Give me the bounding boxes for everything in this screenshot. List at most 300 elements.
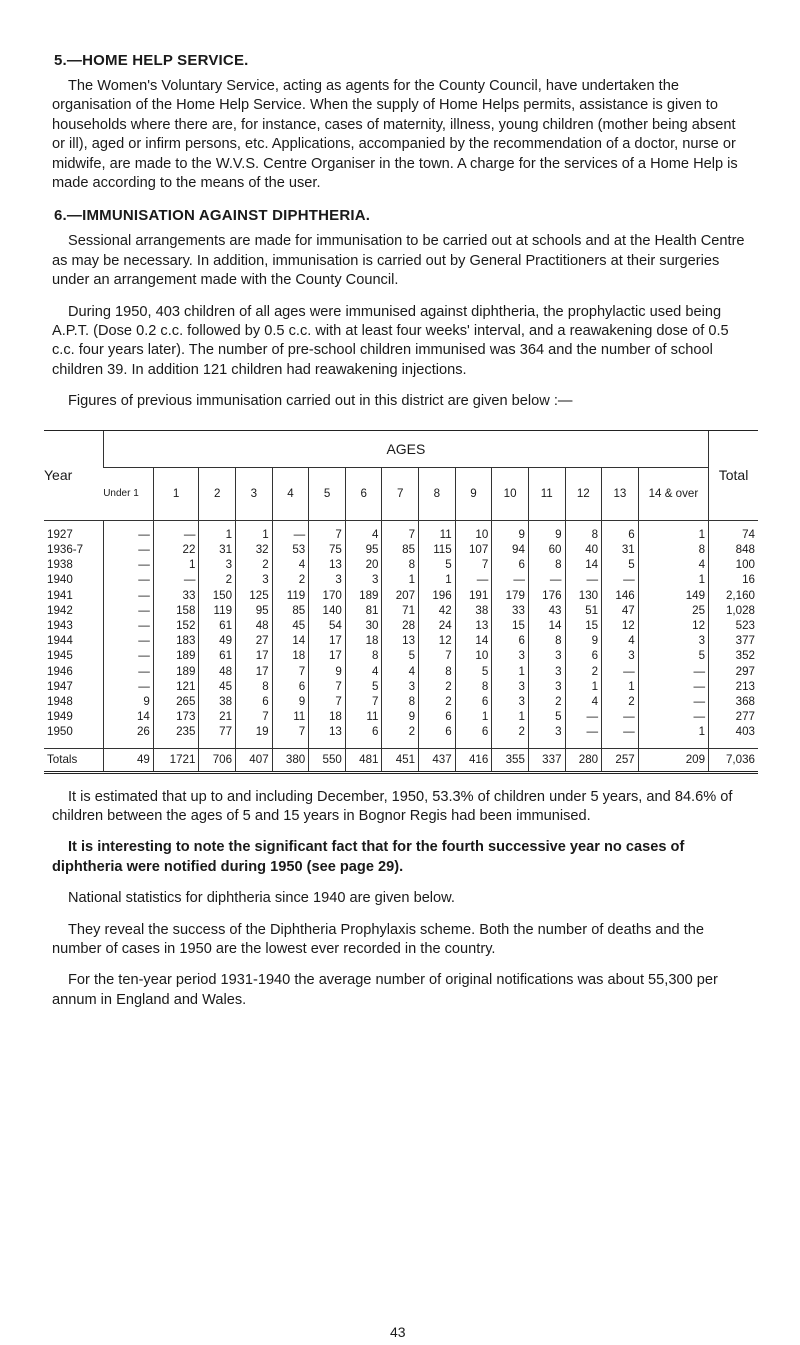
table-cell: 3 xyxy=(528,724,565,748)
table-cell: 31 xyxy=(602,542,639,557)
table-cell: 2 xyxy=(565,664,602,679)
table-cell: 4 xyxy=(272,557,309,572)
table-cell: 11 xyxy=(419,520,456,542)
table-cell: 9 xyxy=(309,664,346,679)
table-cell: 15 xyxy=(565,618,602,633)
table-cell: 189 xyxy=(345,588,382,603)
table-cell: 38 xyxy=(199,694,236,709)
table-cell: 2 xyxy=(419,679,456,694)
table-cell: 1 xyxy=(236,520,273,542)
table-cell: 265 xyxy=(153,694,199,709)
row-year: 1949 xyxy=(47,710,73,724)
section-5-paragraph: The Women's Voluntary Service, acting as agents for the County Council, have undertaken the organisation of the Home Help Service. When the supply of Home Helps permits, assistance is given to households where there are, for instance, cases of maternity, illness, young children (mother being absent or ill), aged or infirm persons, etc. Applications, accompanied by the recommendation of a doctor, nurse or midwife, are made to the W.V.S. Centre Organiser in the town. A charge for the services of a Home Help is made according to the means of the user. xyxy=(52,78,738,192)
table-cell: 3 xyxy=(638,633,708,648)
table-cell: 14 xyxy=(272,633,309,648)
row-total: 74 xyxy=(709,520,758,542)
table-cell: 3 xyxy=(492,648,529,663)
table-cell: 4 xyxy=(565,694,602,709)
age-column-header: 5 xyxy=(309,467,346,520)
table-cell: 115 xyxy=(419,542,456,557)
totals-cell: 481 xyxy=(345,748,382,772)
age-column-header: 8 xyxy=(419,467,456,520)
table-cell: 33 xyxy=(492,603,529,618)
table-cell: 14 xyxy=(565,557,602,572)
table-cell: — xyxy=(103,648,153,663)
table-cell: 14 xyxy=(455,633,492,648)
table-cell: 22 xyxy=(153,542,199,557)
table-cell: 140 xyxy=(309,603,346,618)
table-cell: 9 xyxy=(492,520,529,542)
table-cell: 17 xyxy=(309,648,346,663)
table-cell: 121 xyxy=(153,679,199,694)
total-header: Total xyxy=(709,430,758,520)
table-row xyxy=(44,542,758,557)
table-cell: 8 xyxy=(419,664,456,679)
table-cell: — xyxy=(103,557,153,572)
table-cell: 7 xyxy=(272,724,309,748)
table-row xyxy=(44,679,758,694)
row-year: 1943 xyxy=(47,618,73,632)
table-cell: 130 xyxy=(565,588,602,603)
row-year: 1945 xyxy=(47,649,73,663)
totals-label: Totals xyxy=(44,748,103,772)
after-paragraph-2: It is interesting to note the significant fact that for the fourth successive year no cases of diphtheria were notified during 1950 (see page 29). xyxy=(52,839,685,875)
page-content xyxy=(44,52,755,1022)
table-cell: 95 xyxy=(345,542,382,557)
table-cell: 43 xyxy=(528,603,565,618)
after-paragraph-4: They reveal the success of the Diphtheria Prophylaxis scheme. Both the number of deaths and the number of cases in 1950 are the lowest ever recorded in the country. xyxy=(52,921,704,957)
table-cell: — xyxy=(103,633,153,648)
table-cell: 6 xyxy=(602,520,639,542)
totals-cell: 437 xyxy=(419,748,456,772)
table-cell: 9 xyxy=(528,520,565,542)
age-column-header: 10 xyxy=(492,467,529,520)
table-cell: 20 xyxy=(345,557,382,572)
row-total: 377 xyxy=(709,633,758,648)
table-cell: 31 xyxy=(199,542,236,557)
table-cell: 8 xyxy=(565,520,602,542)
table-cell: — xyxy=(103,603,153,618)
table-cell: 61 xyxy=(199,618,236,633)
table-cell: 7 xyxy=(419,648,456,663)
table-cell: — xyxy=(492,572,529,587)
table-cell: 18 xyxy=(309,709,346,724)
table-cell: 7 xyxy=(345,694,382,709)
table-cell: 6 xyxy=(345,724,382,748)
table-cell: — xyxy=(103,520,153,542)
totals-cell: 407 xyxy=(236,748,273,772)
row-total: 100 xyxy=(709,557,758,572)
table-cell: 7 xyxy=(455,557,492,572)
table-cell: 38 xyxy=(455,603,492,618)
table-cell: 119 xyxy=(272,588,309,603)
table-cell: 146 xyxy=(602,588,639,603)
table-cell: 2 xyxy=(528,694,565,709)
table-cell: 53 xyxy=(272,542,309,557)
table-cell: 6 xyxy=(565,648,602,663)
table-cell: 5 xyxy=(602,557,639,572)
row-year: 1940 xyxy=(47,573,73,587)
table-cell: 12 xyxy=(419,633,456,648)
row-year: 1941 xyxy=(47,588,73,602)
row-total: 848 xyxy=(709,542,758,557)
age-column-header: 14 & over xyxy=(638,467,708,520)
table-cell: — xyxy=(103,679,153,694)
table-cell: 4 xyxy=(382,664,419,679)
table-cell: 54 xyxy=(309,618,346,633)
table-row xyxy=(44,694,758,709)
totals-cell: 49 xyxy=(103,748,153,772)
table-cell: 189 xyxy=(153,648,199,663)
table-cell: 8 xyxy=(638,542,708,557)
age-column-header: 7 xyxy=(382,467,419,520)
age-column-header: 13 xyxy=(602,467,639,520)
table-cell: 6 xyxy=(492,633,529,648)
table-cell: 24 xyxy=(419,618,456,633)
table-cell: 11 xyxy=(272,709,309,724)
table-cell: 14 xyxy=(528,618,565,633)
table-cell: — xyxy=(638,709,708,724)
after-paragraph-1: It is estimated that up to and including December, 1950, 53.3% of children under 5 years, and 84.6% of children between the ages of 5 and 15 years in Bognor Regis had been immunised. xyxy=(52,788,733,824)
table-cell: 1 xyxy=(602,679,639,694)
ages-header: AGES xyxy=(103,430,708,467)
table-cell: 5 xyxy=(455,664,492,679)
table-cell: — xyxy=(638,679,708,694)
table-cell: 119 xyxy=(199,603,236,618)
table-cell: 6 xyxy=(419,724,456,748)
row-total: 368 xyxy=(709,694,758,709)
table-cell: — xyxy=(103,664,153,679)
age-column-header: 2 xyxy=(199,467,236,520)
table-cell: 2 xyxy=(602,694,639,709)
table-cell: 5 xyxy=(382,648,419,663)
table-cell: — xyxy=(272,520,309,542)
table-cell: — xyxy=(103,588,153,603)
table-row xyxy=(44,664,758,679)
table-cell: — xyxy=(455,572,492,587)
table-cell: 13 xyxy=(455,618,492,633)
table-row xyxy=(44,588,758,603)
table-cell: 1 xyxy=(199,520,236,542)
table-cell: 150 xyxy=(199,588,236,603)
after-paragraph-5: For the ten-year period 1931-1940 the average number of original notifications was about 55,300 per annum in England and Wales. xyxy=(52,972,718,1008)
table-cell: 149 xyxy=(638,588,708,603)
table-cell: 196 xyxy=(419,588,456,603)
table-cell: 5 xyxy=(528,709,565,724)
age-column-header: 3 xyxy=(236,467,273,520)
table-cell: 42 xyxy=(419,603,456,618)
table-cell: 1 xyxy=(455,709,492,724)
table-cell: — xyxy=(103,572,153,587)
table-row xyxy=(44,603,758,618)
row-total: 297 xyxy=(709,664,758,679)
table-row xyxy=(44,618,758,633)
table-cell: 26 xyxy=(103,724,153,748)
age-column-header: 9 xyxy=(455,467,492,520)
totals-cell: 7,036 xyxy=(709,748,758,772)
table-cell: 14 xyxy=(103,709,153,724)
table-cell: 183 xyxy=(153,633,199,648)
table-cell: — xyxy=(565,724,602,748)
table-cell: 6 xyxy=(455,724,492,748)
table-cell: 7 xyxy=(309,694,346,709)
table-cell: 9 xyxy=(565,633,602,648)
table-cell: 94 xyxy=(492,542,529,557)
table-cell: 40 xyxy=(565,542,602,557)
row-year: 1946 xyxy=(47,664,73,678)
table-cell: 8 xyxy=(528,633,565,648)
table-cell: 85 xyxy=(272,603,309,618)
table-cell: 28 xyxy=(382,618,419,633)
table-cell: 17 xyxy=(236,664,273,679)
table-cell: 1 xyxy=(565,679,602,694)
immunisation-table xyxy=(44,430,758,774)
table-cell: — xyxy=(153,520,199,542)
row-total: 523 xyxy=(709,618,758,633)
table-row xyxy=(44,557,758,572)
table-cell: 3 xyxy=(528,648,565,663)
table-cell: 15 xyxy=(492,618,529,633)
table-cell: 8 xyxy=(528,557,565,572)
table-cell: 191 xyxy=(455,588,492,603)
table-cell: 11 xyxy=(345,709,382,724)
table-cell: 25 xyxy=(638,603,708,618)
table-cell: 3 xyxy=(345,572,382,587)
totals-cell: 451 xyxy=(382,748,419,772)
table-cell: 1 xyxy=(638,572,708,587)
table-cell: 7 xyxy=(272,664,309,679)
table-cell: 125 xyxy=(236,588,273,603)
table-cell: — xyxy=(103,618,153,633)
table-cell: 45 xyxy=(272,618,309,633)
table-row xyxy=(44,520,758,542)
table-cell: 30 xyxy=(345,618,382,633)
table-cell: 81 xyxy=(345,603,382,618)
table-cell: 3 xyxy=(602,648,639,663)
table-cell: 95 xyxy=(236,603,273,618)
table-cell: — xyxy=(638,694,708,709)
totals-cell: 380 xyxy=(272,748,309,772)
totals-row xyxy=(44,748,758,772)
table-cell: 179 xyxy=(492,588,529,603)
row-total: 277 xyxy=(709,709,758,724)
table-cell: 1 xyxy=(419,572,456,587)
table-cell: — xyxy=(602,709,639,724)
table-cell: 12 xyxy=(638,618,708,633)
table-cell: 8 xyxy=(455,679,492,694)
table-cell: 6 xyxy=(492,557,529,572)
table-cell: 17 xyxy=(236,648,273,663)
totals-cell: 280 xyxy=(565,748,602,772)
row-year: 1936-7 xyxy=(47,542,84,556)
table-cell: 3 xyxy=(492,679,529,694)
table-cell: 18 xyxy=(345,633,382,648)
table-cell: 75 xyxy=(309,542,346,557)
table-cell: 8 xyxy=(236,679,273,694)
table-cell: 3 xyxy=(382,679,419,694)
row-year: 1942 xyxy=(47,603,73,617)
section-6-paragraph-1: Sessional arrangements are made for immunisation to be carried out at schools and at the Health Centre as may be necessary. In addition, immunisation is carried out by General Practitioners at their surgeries under an arrangement made with the County Council. xyxy=(52,233,745,289)
table-cell: 6 xyxy=(419,709,456,724)
table-cell: 173 xyxy=(153,709,199,724)
table-cell: — xyxy=(103,542,153,557)
section-5-heading: 5.—HOME HELP SERVICE. xyxy=(54,52,249,69)
age-column-header: 6 xyxy=(345,467,382,520)
table-cell: — xyxy=(602,572,639,587)
table-cell: 4 xyxy=(638,557,708,572)
totals-cell: 257 xyxy=(602,748,639,772)
table-cell: 5 xyxy=(345,679,382,694)
row-total: 1,028 xyxy=(709,603,758,618)
table-cell: 2 xyxy=(272,572,309,587)
age-column-header: 11 xyxy=(528,467,565,520)
table-cell: 9 xyxy=(272,694,309,709)
table-cell: 5 xyxy=(419,557,456,572)
table-cell: 2 xyxy=(236,557,273,572)
table-cell: 2 xyxy=(199,572,236,587)
table-cell: 17 xyxy=(309,633,346,648)
age-column-header: Under 1 xyxy=(103,467,153,520)
table-cell: 4 xyxy=(345,520,382,542)
table-cell: — xyxy=(565,572,602,587)
table-cell: 32 xyxy=(236,542,273,557)
table-cell: 18 xyxy=(272,648,309,663)
table-cell: 3 xyxy=(236,572,273,587)
table-cell: 3 xyxy=(199,557,236,572)
table-cell: 48 xyxy=(236,618,273,633)
table-cell: 4 xyxy=(345,664,382,679)
table-cell: 8 xyxy=(345,648,382,663)
totals-cell: 706 xyxy=(199,748,236,772)
row-year: 1950 xyxy=(47,725,73,739)
table-cell: 1 xyxy=(638,520,708,542)
table-cell: 1 xyxy=(638,724,708,748)
table-row xyxy=(44,709,758,724)
row-year: 1948 xyxy=(47,694,73,708)
table-cell: 10 xyxy=(455,648,492,663)
section-6-paragraph-2: During 1950, 403 children of all ages were immunised against diphtheria, the prophylactic used being A.P.T. (Dose 0.2 c.c. followed by 0.5 c.c. with at least four weeks' interval, and a reawakening dose of 0.5 c.c. four years later). The number of pre-school children immunised was 364 and the number of school children 39. In addition 121 children had reawakening injections. xyxy=(52,303,729,378)
table-cell: 3 xyxy=(492,694,529,709)
row-total: 2,160 xyxy=(709,588,758,603)
table-cell: 1 xyxy=(492,709,529,724)
table-cell: 1 xyxy=(382,572,419,587)
table-cell: 61 xyxy=(199,648,236,663)
after-paragraph-3: National statistics for diphtheria since 1940 are given below. xyxy=(68,890,455,907)
table-row xyxy=(44,633,758,648)
row-total: 16 xyxy=(709,572,758,587)
table-cell: 51 xyxy=(565,603,602,618)
table-cell: 49 xyxy=(199,633,236,648)
table-cell: 107 xyxy=(455,542,492,557)
table-cell: 176 xyxy=(528,588,565,603)
table-cell: 7 xyxy=(236,709,273,724)
table-cell: 77 xyxy=(199,724,236,748)
totals-cell: 209 xyxy=(638,748,708,772)
table-cell: 1 xyxy=(153,557,199,572)
table-cell: — xyxy=(528,572,565,587)
table-cell: 6 xyxy=(455,694,492,709)
table-cell: 4 xyxy=(602,633,639,648)
table-cell: 2 xyxy=(492,724,529,748)
year-header: Year xyxy=(44,430,103,520)
page-number: 43 xyxy=(390,1324,406,1340)
table-cell: — xyxy=(638,664,708,679)
table-row xyxy=(44,648,758,663)
table-cell: — xyxy=(153,572,199,587)
table-cell: 8 xyxy=(382,557,419,572)
row-total: 213 xyxy=(709,679,758,694)
row-year: 1938 xyxy=(47,558,73,572)
table-cell: 7 xyxy=(382,520,419,542)
table-cell: 5 xyxy=(638,648,708,663)
table-cell: 6 xyxy=(272,679,309,694)
row-year: 1927 xyxy=(47,527,73,541)
table-cell: 27 xyxy=(236,633,273,648)
table-cell: 7 xyxy=(309,679,346,694)
totals-cell: 550 xyxy=(309,748,346,772)
table-cell: 9 xyxy=(103,694,153,709)
table-cell: 10 xyxy=(455,520,492,542)
totals-cell: 1721 xyxy=(153,748,199,772)
table-cell: 3 xyxy=(309,572,346,587)
row-year: 1947 xyxy=(47,679,73,693)
row-total: 403 xyxy=(709,724,758,748)
row-year: 1944 xyxy=(47,634,73,648)
table-cell: 6 xyxy=(236,694,273,709)
totals-cell: 337 xyxy=(528,748,565,772)
table-cell: 3 xyxy=(528,679,565,694)
table-cell: 12 xyxy=(602,618,639,633)
table-cell: 85 xyxy=(382,542,419,557)
age-column-header: 1 xyxy=(153,467,199,520)
table-cell: 13 xyxy=(382,633,419,648)
table-row xyxy=(44,724,758,748)
table-cell: 2 xyxy=(382,724,419,748)
row-total: 352 xyxy=(709,648,758,663)
table-cell: — xyxy=(602,724,639,748)
table-cell: 48 xyxy=(199,664,236,679)
table-cell: 13 xyxy=(309,557,346,572)
table-cell: 47 xyxy=(602,603,639,618)
table-cell: 1 xyxy=(492,664,529,679)
table-cell: 13 xyxy=(309,724,346,748)
table-cell: 9 xyxy=(382,709,419,724)
table-cell: 207 xyxy=(382,588,419,603)
table-cell: 33 xyxy=(153,588,199,603)
table-cell: 19 xyxy=(236,724,273,748)
table-cell: — xyxy=(602,664,639,679)
table-cell: 158 xyxy=(153,603,199,618)
table-row xyxy=(44,572,758,587)
table-cell: 235 xyxy=(153,724,199,748)
age-column-header: 4 xyxy=(272,467,309,520)
table-cell: 152 xyxy=(153,618,199,633)
section-6-heading: 6.—IMMUNISATION AGAINST DIPHTHERIA. xyxy=(54,207,371,225)
section-6-paragraph-3: Figures of previous immunisation carried out in this district are given below :— xyxy=(68,393,573,410)
table-cell: 170 xyxy=(309,588,346,603)
table-cell: 189 xyxy=(153,664,199,679)
table-cell: 21 xyxy=(199,709,236,724)
table-cell: 45 xyxy=(199,679,236,694)
age-column-header: 12 xyxy=(565,467,602,520)
table-cell: 8 xyxy=(382,694,419,709)
totals-cell: 416 xyxy=(455,748,492,772)
table-cell: 3 xyxy=(528,664,565,679)
table-cell: 71 xyxy=(382,603,419,618)
table-cell: 60 xyxy=(528,542,565,557)
table-cell: — xyxy=(565,709,602,724)
table-cell: 7 xyxy=(309,520,346,542)
